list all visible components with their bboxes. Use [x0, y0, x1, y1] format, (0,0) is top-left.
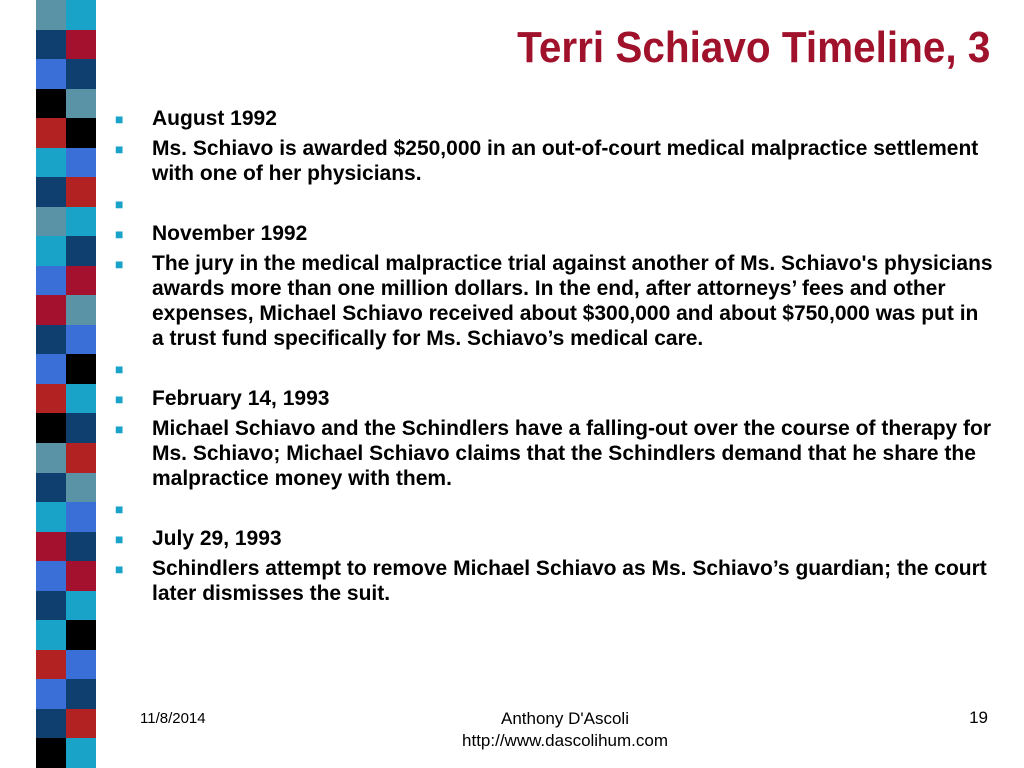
stripe-segment	[66, 266, 96, 296]
bullet-square-icon: ■	[115, 226, 124, 242]
stripe-segment	[36, 502, 66, 532]
footer-author: Anthony D'Ascoli	[501, 709, 629, 728]
bullet-square-icon: ■	[115, 561, 124, 577]
stripe-segment	[66, 89, 96, 119]
bullet-square-icon: ■	[115, 141, 124, 157]
stripe-segment	[66, 413, 96, 443]
bullet-item	[115, 496, 995, 521]
stripe-segment	[66, 532, 96, 562]
stripe-segment	[66, 650, 96, 680]
stripe-segment	[66, 384, 96, 414]
slide-title: Terri Schiavo Timeline, 3	[516, 23, 990, 72]
stripe-segment	[36, 561, 66, 591]
stripe-segment	[36, 679, 66, 709]
bullet-square-icon: ■	[115, 531, 124, 547]
stripe-segment	[66, 561, 96, 591]
bullet-item	[115, 416, 995, 491]
stripe-segment	[36, 738, 66, 768]
stripe-segment	[36, 532, 66, 562]
stripe-segment	[66, 502, 96, 532]
bullet-square-icon: ■	[115, 111, 124, 127]
bullet-item	[115, 526, 995, 551]
stripe-segment	[66, 473, 96, 503]
bullet-item	[115, 221, 995, 246]
page-number: 19	[969, 708, 988, 727]
stripe-segment	[36, 295, 66, 325]
stripe-segment	[66, 59, 96, 89]
bullet-text: The jury in the medical malpractice trial against another of Ms. Schiavo's physicians awards more than one million dollars. In the end, after attorneys’ fees and other expenses, Michael Schiavo received about $300,000 and about $750,000 was put in a trust fund specifically for Ms. Schiavo’s medical care.	[152, 252, 993, 350]
bullet-text: November 1992	[152, 222, 308, 245]
stripe-segment	[36, 354, 66, 384]
stripe-segment	[66, 738, 96, 768]
stripe-segment	[36, 266, 66, 296]
stripe-segment	[66, 118, 96, 148]
bullet-text: February 14, 1993	[152, 387, 330, 410]
stripe-segment	[36, 325, 66, 355]
footer-date: 11/8/2014	[140, 710, 206, 727]
stripe-segment	[66, 236, 96, 266]
bullet-text: July 29, 1993	[152, 527, 282, 550]
footer-credit	[400, 708, 730, 752]
stripe-segment	[66, 30, 96, 60]
stripe-segment	[66, 0, 96, 30]
bullet-text: Michael Schiavo and the Schindlers have a falling-out over the course of therapy for Ms. Schiavo; Michael Schiavo claims that the Schindlers demand that he share the malpractice money with them.	[152, 417, 992, 490]
stripe-segment	[36, 384, 66, 414]
stripe-segment	[66, 325, 96, 355]
stripe-segment	[36, 236, 66, 266]
bullet-square-icon: ■	[115, 361, 124, 377]
stripe-segment	[36, 59, 66, 89]
stripe-segment	[36, 473, 66, 503]
bullet-list	[115, 106, 995, 611]
bullet-square-icon: ■	[115, 501, 124, 517]
stripe-segment	[66, 354, 96, 384]
stripe-segment	[66, 679, 96, 709]
bullet-item	[115, 356, 995, 381]
bullet-item	[115, 191, 995, 216]
stripe-segment	[36, 148, 66, 178]
stripe-segment	[36, 591, 66, 621]
stripe-segment	[36, 413, 66, 443]
bullet-text: Ms. Schiavo is awarded $250,000 in an out-of-court medical malpractice settlement with one of her physicians.	[152, 137, 979, 185]
bullet-item	[115, 136, 995, 186]
bullet-square-icon: ■	[115, 196, 124, 212]
stripe-segment	[66, 177, 96, 207]
bullet-item	[115, 556, 995, 606]
footer-url: http://www.dascolihum.com	[462, 731, 668, 750]
decorative-stripes-right	[66, 0, 96, 768]
stripe-segment	[36, 650, 66, 680]
bullet-item	[115, 251, 995, 351]
stripe-segment	[66, 620, 96, 650]
stripe-segment	[36, 118, 66, 148]
bullet-item	[115, 386, 995, 411]
bullet-square-icon: ■	[115, 421, 124, 437]
stripe-segment	[36, 0, 66, 30]
stripe-segment	[36, 30, 66, 60]
decorative-stripes-left	[36, 0, 66, 768]
stripe-segment	[66, 207, 96, 237]
bullet-text: Schindlers attempt to remove Michael Schiavo as Ms. Schiavo’s guardian; the court later dismisses the suit.	[152, 557, 987, 605]
stripe-segment	[36, 89, 66, 119]
stripe-segment	[66, 148, 96, 178]
stripe-segment	[36, 443, 66, 473]
stripe-segment	[36, 177, 66, 207]
stripe-segment	[66, 443, 96, 473]
stripe-segment	[36, 709, 66, 739]
stripe-segment	[36, 620, 66, 650]
bullet-item	[115, 106, 995, 131]
stripe-segment	[66, 591, 96, 621]
bullet-square-icon: ■	[115, 391, 124, 407]
stripe-segment	[66, 709, 96, 739]
bullet-text: August 1992	[152, 107, 277, 130]
stripe-segment	[36, 207, 66, 237]
bullet-square-icon: ■	[115, 256, 124, 272]
stripe-segment	[66, 295, 96, 325]
